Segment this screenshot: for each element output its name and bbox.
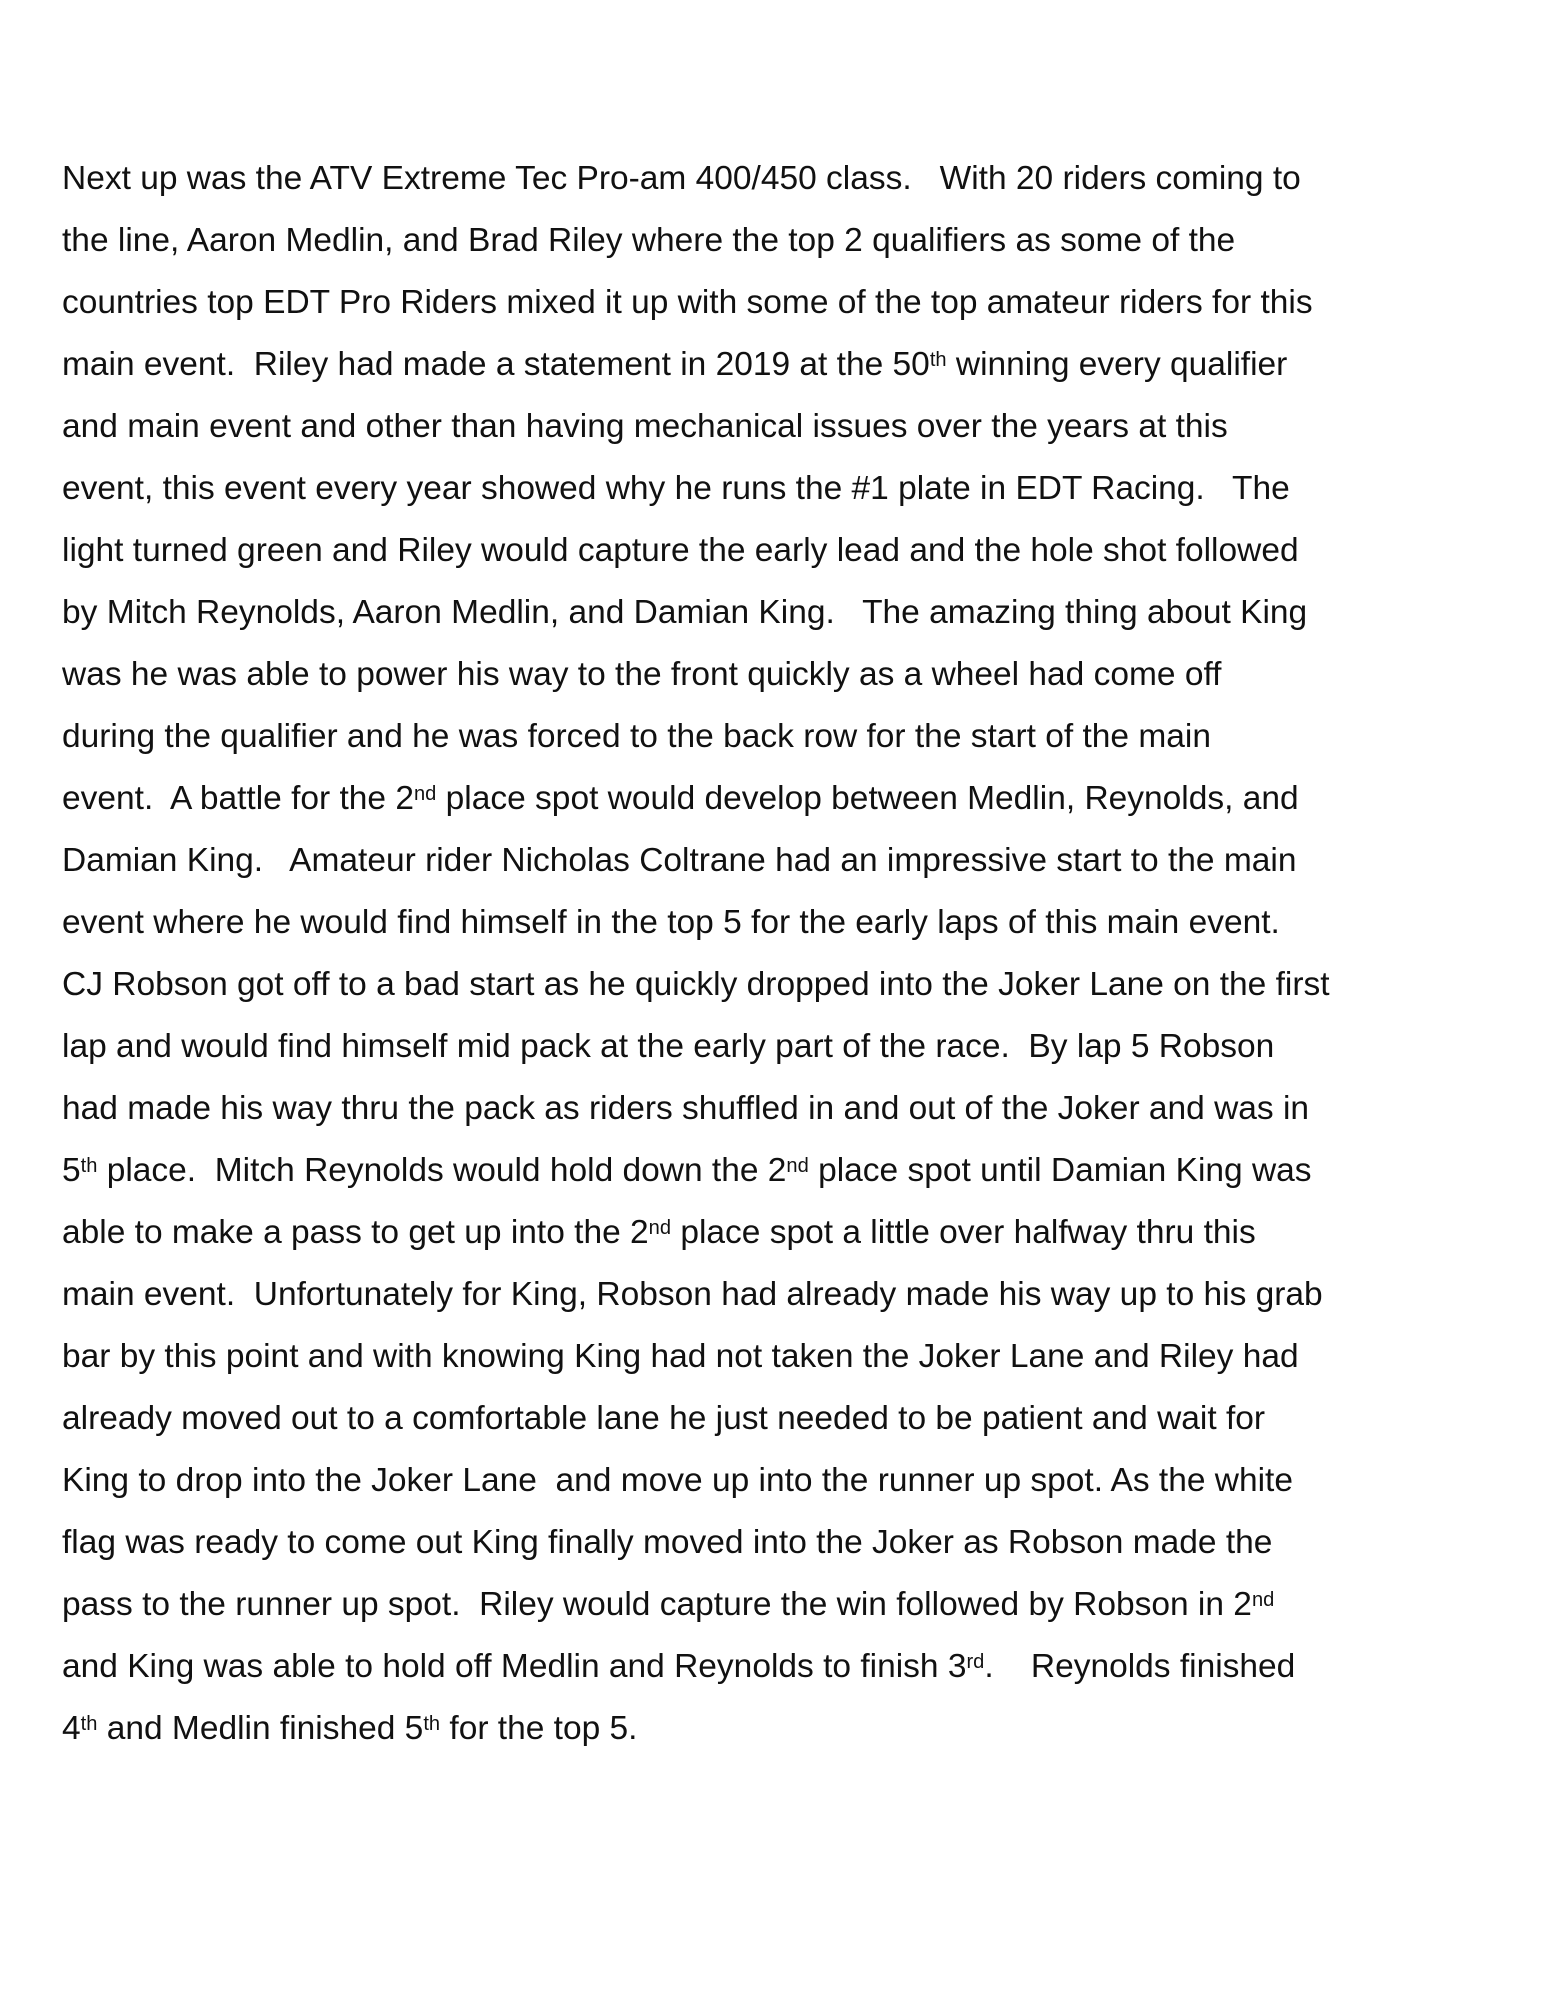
article-line-2: the line, Aaron Medlin, and Brad Riley where the top 2 qualifiers as some of the (62, 222, 1236, 259)
article-line-17 (62, 1140, 1522, 1202)
line-text: . Reynolds finished (984, 1648, 1296, 1685)
article-line-23: flag was ready to come out King finally moved into the Joker as Robson made the (62, 1524, 1273, 1561)
article-line-18 (62, 1202, 1522, 1264)
ordinal-suffix: th (423, 1712, 441, 1735)
ordinal-suffix: nd (786, 1154, 809, 1177)
article-body (62, 148, 1522, 1760)
line-text: event. A battle for the 2 (62, 780, 414, 817)
article-line-26 (62, 1698, 1522, 1760)
article-line-7: light turned green and Riley would capture the early lead and the hole shot followed (62, 532, 1299, 569)
article-line-20: bar by this point and with knowing King had not taken the Joker Lane and Riley had (62, 1338, 1299, 1375)
line-text: place spot a little over halfway thru this (671, 1214, 1256, 1251)
article-line-8: by Mitch Reynolds, Aaron Medlin, and Damian King. The amazing thing about King (62, 594, 1308, 631)
line-text: place spot would develop between Medlin, Reynolds, and (436, 780, 1299, 817)
article-line-14: CJ Robson got off to a bad start as he quickly dropped into the Joker Lane on the first (62, 966, 1330, 1003)
article-line-11 (62, 768, 1522, 830)
line-text: and King was able to hold off Medlin and Reynolds to finish 3 (62, 1648, 967, 1685)
article-line-13: event where he would find himself in the top 5 for the early laps of this main event. (62, 904, 1280, 941)
ordinal-suffix: nd (414, 782, 437, 805)
article-line-1: Next up was the ATV Extreme Tec Pro-am 400/450 class. With 20 riders coming to (62, 160, 1301, 197)
article-line-22: King to drop into the Joker Lane and move up into the runner up spot. As the white (62, 1462, 1293, 1499)
ordinal-suffix: th (929, 348, 947, 371)
article-line-25 (62, 1636, 1522, 1698)
article-line-21: already moved out to a comfortable lane he just needed to be patient and wait for (62, 1400, 1266, 1437)
article-line-15: lap and would find himself mid pack at the early part of the race. By lap 5 Robson (62, 1028, 1275, 1065)
line-text: for the top 5. (440, 1710, 638, 1747)
article-line-5: and main event and other than having mechanical issues over the years at this (62, 408, 1228, 445)
article-line-9: was he was able to power his way to the front quickly as a wheel had come off (62, 656, 1222, 693)
article-line-12: Damian King. Amateur rider Nicholas Coltrane had an impressive start to the main (62, 842, 1297, 879)
line-text: able to make a pass to get up into the 2 (62, 1214, 649, 1251)
article-line-10: during the qualifier and he was forced to the back row for the start of the main (62, 718, 1211, 755)
line-text: winning every qualifier (946, 346, 1288, 383)
line-text: place. Mitch Reynolds would hold down the 2 (97, 1152, 787, 1189)
article-line-4 (62, 334, 1522, 396)
article-line-6: event, this event every year showed why he runs the #1 plate in EDT Racing. The (62, 470, 1290, 507)
line-text: main event. Riley had made a statement in 2019 at the 50 (62, 346, 930, 383)
line-text: 5 (62, 1152, 81, 1189)
ordinal-suffix: nd (1251, 1588, 1275, 1611)
line-text: place spot until Damian King was (808, 1152, 1312, 1189)
ordinal-suffix: rd (966, 1650, 985, 1673)
article-line-3: countries top EDT Pro Riders mixed it up with some of the top amateur riders for this (62, 284, 1313, 321)
ordinal-suffix: nd (648, 1216, 672, 1239)
article-line-24 (62, 1574, 1522, 1636)
line-text: and Medlin finished 5 (97, 1710, 424, 1747)
ordinal-suffix: th (80, 1712, 98, 1735)
line-text: 4 (62, 1710, 81, 1747)
ordinal-suffix: th (80, 1154, 98, 1177)
article-line-16: had made his way thru the pack as riders shuffled in and out of the Joker and was in (62, 1090, 1310, 1127)
article-line-19: main event. Unfortunately for King, Robson had already made his way up to his grab (62, 1276, 1323, 1313)
line-text: pass to the runner up spot. Riley would capture the win followed by Robson in 2 (62, 1586, 1252, 1623)
